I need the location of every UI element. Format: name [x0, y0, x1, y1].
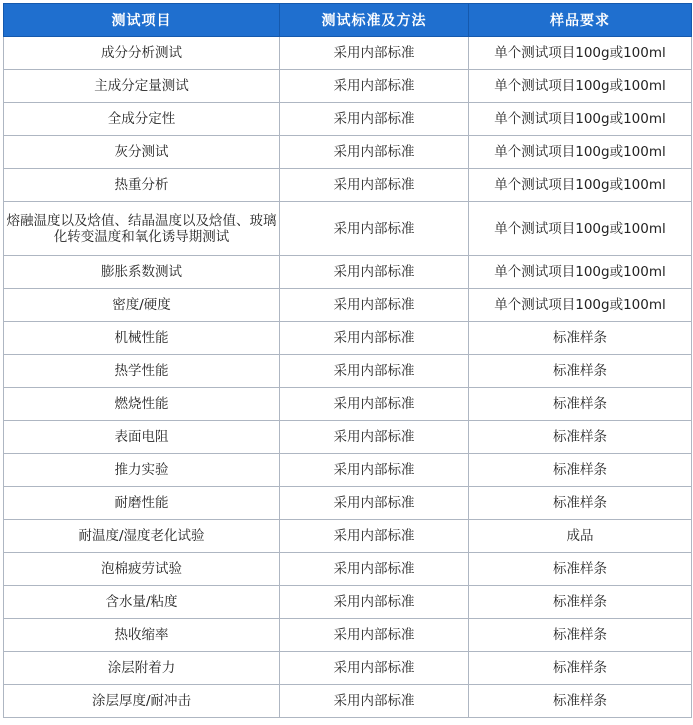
cell-test-item: 涂层附着力	[4, 652, 280, 685]
cell-test-standard: 采用内部标准	[280, 685, 469, 718]
table-row	[4, 289, 692, 322]
cell-test-item: 热收缩率	[4, 619, 280, 652]
cell-test-item: 熔融温度以及焓值、结晶温度以及焓值、玻璃化转变温度和氧化诱导期测试	[4, 202, 280, 256]
cell-test-standard: 采用内部标准	[280, 70, 469, 103]
header-test-item: 测试项目	[4, 4, 280, 37]
cell-test-standard: 采用内部标准	[280, 202, 469, 256]
cell-test-item: 全成分定性	[4, 103, 280, 136]
cell-sample-requirement: 成品	[469, 520, 692, 553]
cell-sample-requirement: 单个测试项目100g或100ml	[469, 103, 692, 136]
cell-sample-requirement: 单个测试项目100g或100ml	[469, 37, 692, 70]
cell-test-item: 膨胀系数测试	[4, 256, 280, 289]
cell-sample-requirement: 标准样条	[469, 619, 692, 652]
cell-sample-requirement: 标准样条	[469, 652, 692, 685]
table-body	[4, 37, 692, 718]
table-row	[4, 454, 692, 487]
header-sample-requirement: 样品要求	[469, 4, 692, 37]
cell-test-item: 涂层厚度/耐冲击	[4, 685, 280, 718]
table-row	[4, 70, 692, 103]
table-row	[4, 586, 692, 619]
cell-test-standard: 采用内部标准	[280, 37, 469, 70]
cell-test-item: 推力实验	[4, 454, 280, 487]
cell-test-standard: 采用内部标准	[280, 487, 469, 520]
cell-sample-requirement: 标准样条	[469, 586, 692, 619]
table-row	[4, 553, 692, 586]
cell-test-standard: 采用内部标准	[280, 289, 469, 322]
cell-test-item: 热学性能	[4, 355, 280, 388]
test-items-table-container	[3, 3, 691, 718]
table-row	[4, 652, 692, 685]
cell-sample-requirement: 标准样条	[469, 454, 692, 487]
table-row	[4, 520, 692, 553]
cell-test-standard: 采用内部标准	[280, 586, 469, 619]
cell-test-standard: 采用内部标准	[280, 169, 469, 202]
cell-sample-requirement: 单个测试项目100g或100ml	[469, 70, 692, 103]
cell-test-standard: 采用内部标准	[280, 355, 469, 388]
table-header-row	[4, 4, 692, 37]
cell-test-item: 成分分析测试	[4, 37, 280, 70]
cell-test-standard: 采用内部标准	[280, 388, 469, 421]
cell-sample-requirement: 单个测试项目100g或100ml	[469, 202, 692, 256]
table-row	[4, 256, 692, 289]
cell-test-standard: 采用内部标准	[280, 322, 469, 355]
table-row	[4, 202, 692, 256]
cell-test-standard: 采用内部标准	[280, 103, 469, 136]
table-row	[4, 322, 692, 355]
table-row	[4, 169, 692, 202]
cell-test-item: 耐温度/湿度老化试验	[4, 520, 280, 553]
cell-sample-requirement: 单个测试项目100g或100ml	[469, 136, 692, 169]
table-row	[4, 388, 692, 421]
cell-sample-requirement: 标准样条	[469, 322, 692, 355]
table-row	[4, 37, 692, 70]
cell-sample-requirement: 标准样条	[469, 421, 692, 454]
cell-test-standard: 采用内部标准	[280, 454, 469, 487]
cell-test-item: 热重分析	[4, 169, 280, 202]
cell-test-item: 灰分测试	[4, 136, 280, 169]
cell-sample-requirement: 单个测试项目100g或100ml	[469, 289, 692, 322]
cell-test-standard: 采用内部标准	[280, 619, 469, 652]
table-row	[4, 421, 692, 454]
cell-test-item: 主成分定量测试	[4, 70, 280, 103]
cell-test-item: 燃烧性能	[4, 388, 280, 421]
cell-test-item: 耐磨性能	[4, 487, 280, 520]
cell-test-standard: 采用内部标准	[280, 421, 469, 454]
cell-test-item: 机械性能	[4, 322, 280, 355]
cell-test-standard: 采用内部标准	[280, 520, 469, 553]
cell-sample-requirement: 单个测试项目100g或100ml	[469, 256, 692, 289]
cell-test-item: 密度/硬度	[4, 289, 280, 322]
cell-sample-requirement: 标准样条	[469, 685, 692, 718]
cell-test-standard: 采用内部标准	[280, 553, 469, 586]
cell-sample-requirement: 标准样条	[469, 487, 692, 520]
cell-test-standard: 采用内部标准	[280, 652, 469, 685]
table-row	[4, 103, 692, 136]
cell-test-standard: 采用内部标准	[280, 256, 469, 289]
cell-sample-requirement: 标准样条	[469, 553, 692, 586]
header-test-standard: 测试标准及方法	[280, 4, 469, 37]
cell-test-item: 表面电阻	[4, 421, 280, 454]
table-row	[4, 487, 692, 520]
table-row	[4, 685, 692, 718]
table-row	[4, 355, 692, 388]
table-row	[4, 619, 692, 652]
cell-sample-requirement: 单个测试项目100g或100ml	[469, 169, 692, 202]
cell-test-standard: 采用内部标准	[280, 136, 469, 169]
test-items-table	[3, 3, 692, 718]
cell-test-item: 泡棉疲劳试验	[4, 553, 280, 586]
cell-sample-requirement: 标准样条	[469, 355, 692, 388]
table-row	[4, 136, 692, 169]
cell-test-item: 含水量/粘度	[4, 586, 280, 619]
cell-sample-requirement: 标准样条	[469, 388, 692, 421]
